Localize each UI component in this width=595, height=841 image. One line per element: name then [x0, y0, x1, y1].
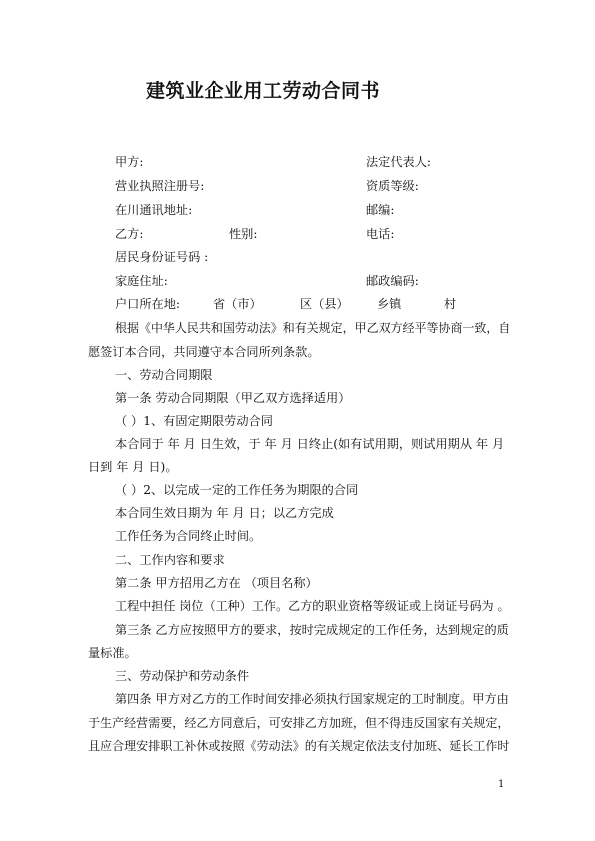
option-1-text-line-2: 日到 年 月 日)。 — [88, 460, 178, 474]
option-2-text-line-2: 工作任务为合同终止时间。 — [115, 529, 262, 543]
option-2-text-line-1: 本合同生效日期为 年 月 日；以乙方完成 — [115, 506, 334, 520]
section-1-heading: 一、劳动合同期限 — [115, 368, 213, 382]
intro-paragraph-line-2: 愿签订本合同，共同遵守本合同所列条款。 — [88, 345, 320, 359]
document-title: 建筑业企业用工劳动合同书 — [146, 80, 381, 102]
postal-code-label: 邮政编码: — [366, 274, 419, 288]
qualification-level-label: 资质等级: — [366, 179, 419, 193]
hukou-town: 乡镇 — [377, 297, 402, 311]
article-4-line-2: 于生产经营需要，经乙方同意后，可安排乙方加班，但不得违反国家有关规定， — [88, 716, 510, 730]
option-1-heading: （ ）1、有固定期限劳动合同 — [115, 414, 273, 428]
option-1-text-line-1: 本合同于 年 月 日生效，于 年 月 日终止(如有试用期，则试用期从 年 月 — [115, 437, 505, 451]
business-license-label: 营业执照注册号: — [115, 179, 205, 193]
article-2-text: 工程中担任 岗位（工种）工作。乙方的职业资格等级证或上岗证号码为 。 — [115, 599, 510, 613]
article-2-heading: 第二条 甲方招用乙方在 （项目名称） — [115, 576, 318, 590]
party-a-label: 甲方: — [115, 155, 144, 169]
section-2-heading: 二、工作内容和要求 — [115, 553, 225, 567]
hukou-province: 省（市） — [213, 297, 262, 311]
article-3-line-1: 第三条 乙方应按照甲方的要求，按时完成规定的工作任务，达到规定的质 — [115, 623, 509, 637]
party-b-label: 乙方: — [115, 227, 144, 241]
option-2-heading: （ ）2、以完成一定的工作任务为期限的合同 — [115, 483, 359, 497]
hukou-village: 村 — [444, 297, 457, 311]
section-3-heading: 三、劳动保护和劳动条件 — [115, 669, 250, 683]
home-address-label: 家庭住址: — [115, 274, 168, 288]
phone-label: 电话: — [366, 227, 395, 241]
article-4-line-1: 第四条 甲方对乙方的工作时间安排必须执行国家规定的工时制度。甲方由 — [115, 692, 509, 706]
gender-label: 性别: — [229, 227, 258, 241]
article-4-line-3: 且应合理安排职工补休或按照《劳动法》的有关规定依法支付加班、延长工作时 — [88, 739, 510, 753]
hukou-label: 户口所在地: — [115, 297, 181, 311]
article-3-line-2: 量标准。 — [88, 646, 137, 660]
page-number: 1 — [498, 779, 505, 790]
intro-paragraph-line-1: 根据《中华人民共和国劳动法》和有关规定，甲乙双方经平等协商一致，自 — [115, 321, 511, 335]
sichuan-address-label: 在川通讯地址: — [115, 203, 193, 217]
id-number-label: 居民身份证号码 : — [115, 250, 209, 264]
postcode-label: 邮编: — [366, 203, 395, 217]
article-1-heading: 第一条 劳动合同期限（甲乙双方选择适用） — [115, 391, 351, 405]
hukou-district: 区（县） — [300, 297, 349, 311]
legal-representative-label: 法定代表人: — [366, 155, 432, 169]
